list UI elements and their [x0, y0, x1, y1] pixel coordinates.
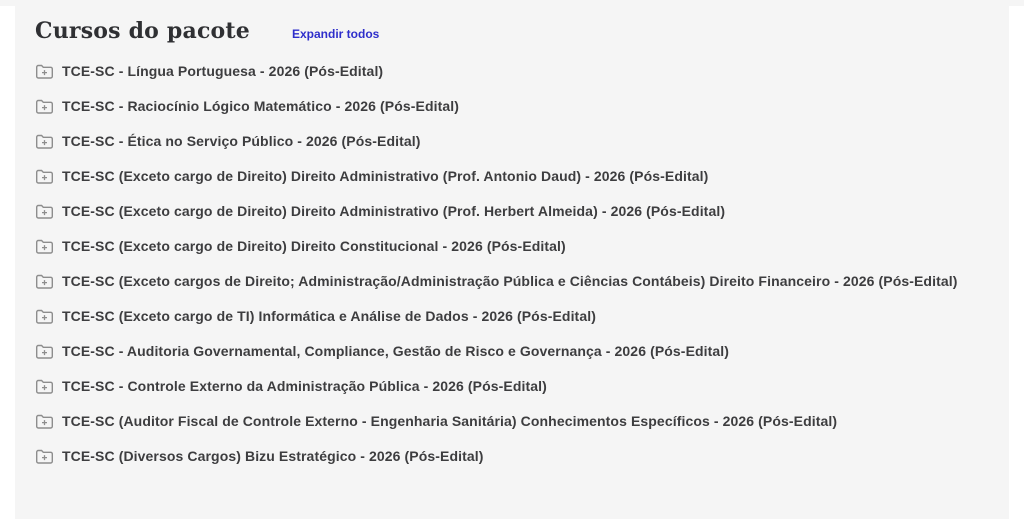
folder-plus-icon[interactable] [35, 203, 54, 220]
course-title: TCE-SC (Diversos Cargos) Bizu Estratégico - 2026 (Pós-Edital) [62, 448, 484, 464]
course-title: TCE-SC - Auditoria Governamental, Compliance, Gestão de Risco e Governança - 2026 (Pós-Edital) [62, 343, 730, 359]
course-title: TCE-SC - Língua Portuguesa - 2026 (Pós-Edital) [62, 63, 384, 79]
course-title: TCE-SC (Exceto cargos de Direito; Administração/Administração Pública e Ciências Contábeis) Direito Financeiro - 2026 (Pós-Edital) [62, 273, 958, 289]
folder-plus-icon[interactable] [35, 168, 54, 185]
course-item[interactable] [35, 202, 991, 220]
course-title: TCE-SC - Controle Externo da Administração Pública - 2026 (Pós-Edital) [62, 378, 547, 394]
folder-plus-icon[interactable] [35, 98, 54, 115]
course-item[interactable] [35, 62, 991, 80]
folder-plus-icon[interactable] [35, 413, 54, 430]
course-title: TCE-SC - Raciocínio Lógico Matemático - 2026 (Pós-Edital) [62, 98, 459, 114]
course-item[interactable] [35, 377, 991, 395]
folder-plus-icon[interactable] [35, 308, 54, 325]
course-item[interactable] [35, 237, 991, 255]
folder-plus-icon[interactable] [35, 133, 54, 150]
folder-plus-icon[interactable] [35, 273, 54, 290]
courses-panel [15, 6, 1009, 519]
course-item[interactable] [35, 447, 991, 465]
course-title: TCE-SC (Exceto cargo de Direito) Direito Administrativo (Prof. Herbert Almeida) - 2026 (Pós-Edital) [62, 203, 726, 219]
course-title: TCE-SC (Exceto cargo de Direito) Direito Constitucional - 2026 (Pós-Edital) [62, 238, 566, 254]
course-item[interactable] [35, 97, 991, 115]
course-item[interactable] [35, 167, 991, 185]
course-item[interactable] [35, 307, 991, 325]
folder-plus-icon[interactable] [35, 63, 54, 80]
course-title: TCE-SC - Ética no Serviço Público - 2026 (Pós-Edital) [62, 133, 421, 149]
panel-header [35, 18, 991, 44]
course-list [35, 62, 991, 465]
course-title: TCE-SC (Auditor Fiscal de Controle Externo - Engenharia Sanitária) Conhecimentos Específicos - 2026 (Pós-Edital) [62, 413, 838, 429]
course-item[interactable] [35, 132, 991, 150]
course-item[interactable] [35, 272, 991, 290]
page-title: Cursos do pacote [35, 18, 250, 44]
course-item[interactable] [35, 342, 991, 360]
course-item[interactable] [35, 412, 991, 430]
folder-plus-icon[interactable] [35, 343, 54, 360]
folder-plus-icon[interactable] [35, 238, 54, 255]
course-title: TCE-SC (Exceto cargo de Direito) Direito Administrativo (Prof. Antonio Daud) - 2026 (Pós-Edital) [62, 168, 709, 184]
expand-all-link[interactable]: Expandir todos [291, 27, 380, 41]
course-title: TCE-SC (Exceto cargo de TI) Informática e Análise de Dados - 2026 (Pós-Edital) [62, 308, 596, 324]
folder-plus-icon[interactable] [35, 448, 54, 465]
folder-plus-icon[interactable] [35, 378, 54, 395]
